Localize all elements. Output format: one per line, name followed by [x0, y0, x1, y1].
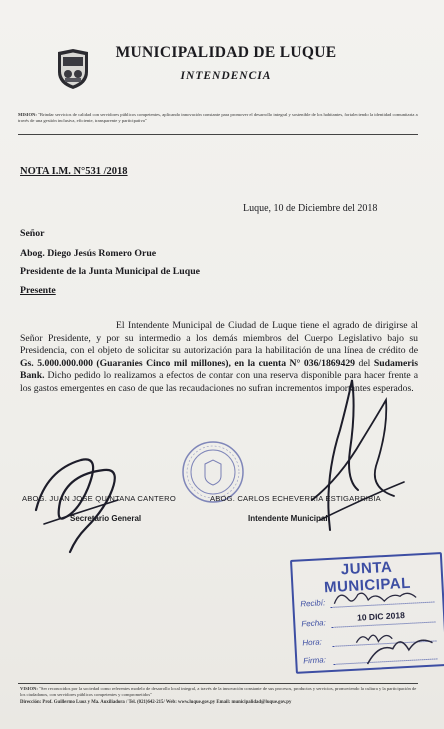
stamp-title: JUNTA MUNICIPAL — [323, 558, 412, 597]
mayor-name: ABOG. CARLOS ECHEVERRIA ESTIGARRIBIA — [210, 494, 381, 503]
addressee-name: Abog. Diego Jesús Romero Orue — [20, 248, 157, 259]
stamp-label-firma: Firma: — [303, 655, 327, 666]
footer-address: Dirección: Prof. Guillermo Luoz y Ma. Auxiliadora / Tel. (021)642-215/ Web: www.luque.gov.py Email: municipalidad@luque.gov.py — [20, 700, 292, 705]
secretary-name: ABOG. JUAN JOSE QUINTANA CANTERO — [22, 494, 176, 503]
stamp-label-hora: Hora: — [302, 637, 323, 648]
salutation: Señor — [20, 228, 45, 239]
stamp-handwriting — [292, 554, 444, 672]
header-divider — [18, 134, 418, 135]
vision-label: VISION: — [20, 686, 38, 691]
organization-name: MUNICIPALIDAD DE LUQUE — [115, 44, 337, 61]
body-text-del: del — [358, 357, 371, 369]
mission-label: MISION: — [18, 112, 37, 117]
bank-name: Sudameris Bank. — [20, 357, 419, 382]
stamp-label-recibi: Recibí: — [300, 598, 326, 609]
addressee-position: Presidente de la Junta Municipal de Luque — [20, 266, 200, 277]
mayor-title: Intendente Municipal — [248, 514, 328, 523]
presente-label: Presente — [20, 285, 56, 296]
stamp-received-date: 10 DIC 2018 — [356, 610, 406, 623]
mission-statement — [18, 112, 418, 124]
secretary-title: Secretario General — [70, 514, 142, 523]
body-text-part2: Dicho pedido lo realizamos a efectos de contar con una reserva disponible para hacer frente a los gastos emergentes en caso de que las recaudaciones no sufran incrementos importantes esperados. — [20, 370, 418, 394]
vision-statement — [20, 686, 420, 698]
note-date: Luque, 10 de Diciembre del 2018 — [243, 203, 378, 214]
mission-text: "Brindar servicios de calidad con servidores públicos competentes, aplicando innovación constante para promover el desarrollo integral y sostenible de los habitantes, fortaleciendo la identidad comunitaria a través de una gestión inclusiva, eficiente, transparente y participativa" — [18, 112, 418, 123]
office-name: INTENDENCIA — [180, 70, 272, 82]
municipal-crest-logo — [56, 48, 90, 90]
note-number: NOTA I.M. N°531 /2018 — [20, 166, 128, 177]
body-text-part1: El Intendente Municipal de Ciudad de Luque tiene el agrado de dirigirse al Señor Presidente, y por su intermedio a los demás miembros del Cuerpo Legislativo bajo su Presidencia, con el objeto de solicitar su autorización para la habilitación de una línea de crédito de — [20, 320, 418, 357]
credit-amount: Gs. 5.000.000.000 (Guaranies Cinco mil millones), en la cuenta N° 036/1869429 — [20, 357, 356, 369]
reception-stamp — [290, 552, 444, 674]
footer-divider — [18, 683, 418, 684]
vision-text: "Ser reconocidos por la sociedad como referentes modelo de desarrollo local integral, a través de la innovación constante de sus procesos, productos y servicios, promoviendo la cultura y la participación de los ciudadanos, con servidores públicos competentes y comprometidos" — [20, 686, 417, 697]
mayor-signature — [300, 370, 410, 535]
stamp-label-fecha: Fecha: — [301, 618, 327, 629]
